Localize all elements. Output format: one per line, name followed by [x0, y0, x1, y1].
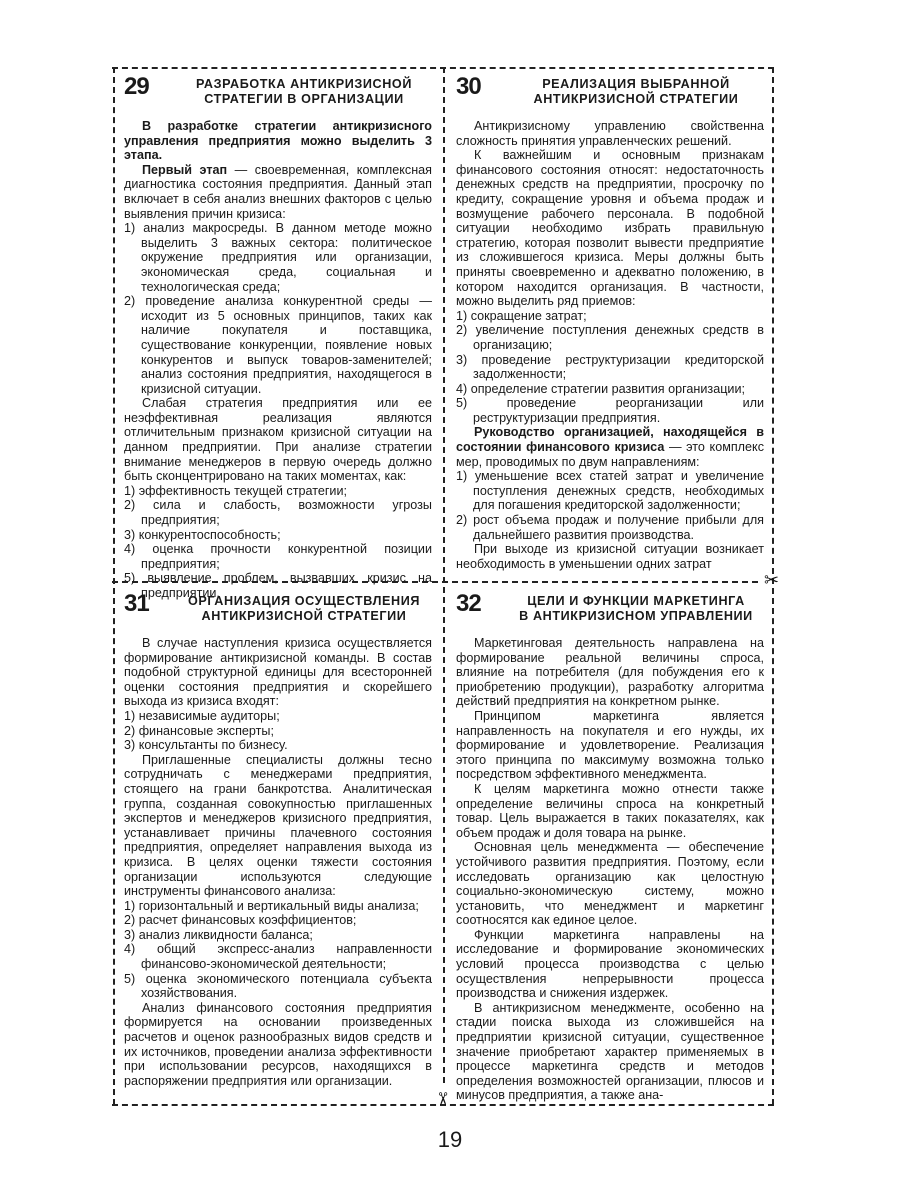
paragraph: Функции маркетинга направлены на исследование и формирование экономических условий процесса производства с целью осуществления непрерывности процесса производства и снижения издержек.	[456, 927, 764, 1001]
card-title: РАЗРАБОТКА АНТИКРИЗИСНОЙ СТРАТЕГИИ В ОРГАНИЗАЦИИ	[196, 77, 412, 106]
card-title: РЕАЛИЗАЦИЯ ВЫБРАННОЙ АНТИКРИЗИСНОЙ СТРАТЕГИИ	[533, 77, 739, 106]
card-number: 30	[456, 73, 481, 100]
list-item: 5) проведение реорганизации или реструктуризации предприятия.	[456, 396, 764, 425]
list-item: 4) общий экспресс-анализ направленности финансово-экономической деятельности;	[124, 942, 432, 972]
paragraph: Маркетинговая деятельность направлена на формирование реальной величины спроса, влияние на потребителя (для побуждения его к приобретению продукции), разработку алгоритма действий предприятия на конкретном рынке.	[456, 636, 764, 709]
list-item: 1) анализ макросреды. В данном методе можно выделить 3 важных сектора: политическое окружение предприятия или организации, экономическая среда, социальная и технологическая среда;	[124, 221, 432, 294]
list-item: 5) выявление проблем, вызвавших кризис на предприятии.	[124, 571, 432, 600]
paragraph: Приглашенные специалисты должны тесно сотрудничать с менеджерами предприятия, стоящего на грани банкротства. Аналитическая группа, созданная совокупностью приглашенных экспертов и менеджеров кризисного предприятия, устанавливает причины плачевного состояния предприятия, определяет направления выхода из кризиса. В целях оценки тяжести состояния организации используются следующие инструменты финансового анализа:	[124, 752, 432, 899]
list-item: 2) финансовые эксперты;	[124, 723, 274, 738]
list-item: 2) расчет финансовых коэффициентов;	[124, 913, 357, 928]
card-29	[124, 73, 432, 600]
list-item: 4) определение стратегии развития организации;	[456, 381, 745, 396]
list-item: 3) анализ ликвидности баланса;	[124, 927, 313, 942]
list-item: 2) проведение анализа конкурентной среды — исходит из 5 основных принципов, таких как наличие покупателя и поставщика, существование конкуренции, появление новых конкурентов и выпуск товаров-заменителей; анализ состояния предприятия, находящегося в кризисной ситуации.	[124, 294, 432, 396]
card-number: 31	[124, 590, 149, 617]
list-item: 1) уменьшение всех статей затрат и увеличение поступления денежных средств, необходимых для погашения кредиторской задолженности;	[456, 469, 764, 513]
paragraph: В случае наступления кризиса осуществляется формирование антикризисной команды. В состав подобной структурной единицы для всесторонней оценки состояния предприятия и скорейшего выхода из кризиса входят:	[124, 636, 432, 709]
scissors-icon: ✂	[764, 570, 780, 591]
card-body	[124, 636, 432, 1088]
card-32	[456, 590, 764, 1103]
paragraph: Первый этап — своевременная, комплексная диагностика состояния предприятия. Данный этап включает в себя анализ внешних факторов с целью выявления причин кризиса:	[124, 162, 432, 221]
list-item: 2) сила и слабость, возможности угрозы предприятия;	[124, 498, 432, 528]
paragraph: К важнейшим и основным признакам финансового состояния относят: недостаточность денежных средств на предприятии, просрочку по кредиту, сокращение уровня и объема продаж и возмущение рабочего персонала. В подобной ситуации необходимо избрать правильную стратегию, которая позволит вывести предприятие из сложившегося кризиса. Меры должны быть приняты своевременно и адекватно положению, в котором находится организация. В частности, можно выделить ряд приемов:	[456, 148, 764, 309]
paragraph: Слабая стратегия предприятия или ее неэффективная реализация являются отличительным признаком кризисной ситуации на данном предприятии. При анализе стратегии внимание менеджеров в первую очередь должно быть сконцентрировано на таких моментах, как:	[124, 396, 432, 484]
paragraph: Анализ финансового состояния предприятия формируется на основании произведенных расчетов и оценок разнообразных видов средств и их источников, проведении анализа эффективности при использовании ресурсов, находящихся в распоряжении предприятия или организации.	[124, 1000, 432, 1088]
card-30	[456, 74, 764, 576]
list-item: 1) сокращение затрат;	[456, 308, 587, 323]
list-item: 3) конкурентоспособность;	[124, 527, 281, 542]
card-title: ОРГАНИЗАЦИЯ ОСУЩЕСТВЛЕНИЯ АНТИКРИЗИСНОЙ СТРАТЕГИИ	[187, 594, 421, 623]
list-item: 3) консультанты по бизнесу.	[124, 738, 288, 753]
card-body	[456, 119, 764, 571]
list-item: 1) независимые аудиторы;	[124, 708, 280, 723]
scissors-icon: ✂	[431, 1091, 453, 1107]
list-item: 4) оценка прочности конкурентной позиции предприятия;	[124, 542, 432, 571]
paragraph: Руководство организацией, находящейся в состоянии финансового кризиса — это комплекс мер, проводимых по двум направлениям:	[456, 425, 764, 469]
cut-line-center	[443, 67, 445, 1083]
page-number: 19	[437, 1127, 463, 1152]
card-number: 32	[456, 590, 481, 617]
paragraph: В разработке стратегии антикризисного управления предприятия можно выделить 3 этапа.	[124, 119, 432, 163]
card-body	[124, 119, 432, 601]
list-item: 2) увеличение поступления денежных средств в организацию;	[456, 323, 764, 352]
card-number: 29	[124, 73, 149, 100]
cut-line-left	[113, 67, 115, 1105]
paragraph: Принципом маркетинга является направленность на покупателя и его нужды, их формирование и удовлетворение. Реализация этого принципа по максимуму возможна только посредством эффективного менеджмента.	[456, 708, 764, 782]
card-title: ЦЕЛИ И ФУНКЦИИ МАРКЕТИНГА В АНТИКРИЗИСНОМ УПРАВЛЕНИИ	[519, 594, 753, 623]
list-item: 3) проведение реструктуризации кредиторской задолженности;	[456, 352, 764, 382]
list-item: 5) оценка экономического потенциала субъекта хозяйствования.	[124, 971, 432, 1001]
card-31	[124, 591, 432, 1099]
paragraph: К целям маркетинга можно отнести также определение величины спроса на конкретный товар. Цель выражается в таких показателях, как объем продаж и доля товара на рынке.	[456, 781, 764, 840]
list-item: 1) горизонтальный и вертикальный виды анализа;	[124, 898, 419, 913]
paragraph: При выходе из кризисной ситуации возникает необходимость в уменьшении одних затрат	[456, 542, 764, 571]
paragraph: Антикризисному управлению свойственна сложность принятия управленческих решений.	[456, 119, 764, 148]
paragraph: В антикризисном менеджменте, особенно на стадии поиска выхода из сложившейся на предприятии кризисной ситуации, существенное значение приобретают характер применяемых в процессе маркетинга средств и методов определения возможностей организации, плюсов и минусов предприятия, а также ана-	[456, 1000, 764, 1103]
paragraph: Основная цель менеджмента — обеспечение устойчивого развития предприятия. Поэтому, если исследовать организацию как целостную социально-экономическую систему, можно установить, что менеджмент и маркетинг соотносятся как единое целое.	[456, 840, 764, 928]
list-item: 2) рост объема продаж и получение прибыли для дальнейшего развития производства.	[456, 513, 764, 542]
card-body	[456, 636, 764, 1103]
list-item: 1) эффективность текущей стратегии;	[124, 483, 348, 498]
